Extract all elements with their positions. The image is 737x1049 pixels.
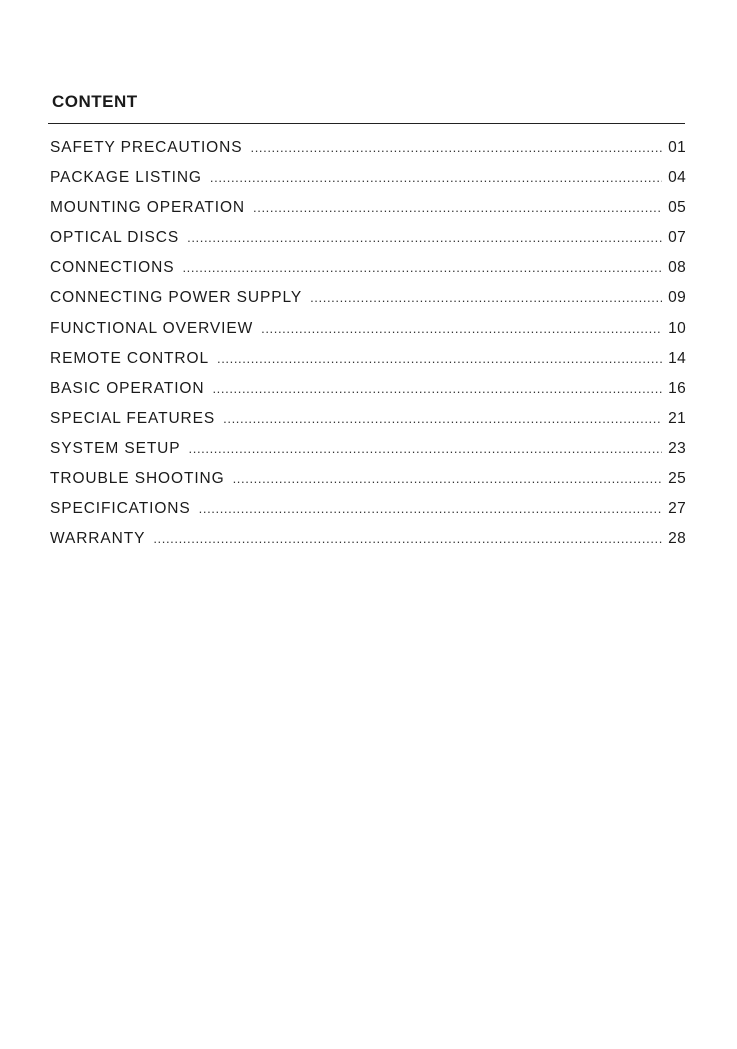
toc-entry[interactable]	[50, 380, 686, 410]
toc-entry[interactable]	[50, 169, 686, 199]
toc-entry[interactable]	[50, 320, 686, 350]
toc-entry[interactable]	[50, 139, 686, 169]
toc-entry[interactable]	[50, 259, 686, 289]
toc-entry-title: WARRANTY	[50, 530, 146, 548]
toc-dot-leader	[310, 290, 662, 305]
toc-entry-title: BASIC OPERATION	[50, 379, 205, 397]
toc-entry[interactable]	[50, 199, 686, 229]
toc-entry[interactable]	[50, 410, 686, 440]
toc-dot-leader	[182, 260, 662, 275]
toc-entry-title: REMOTE CONTROL	[50, 349, 209, 367]
toc-dot-leader	[253, 200, 662, 215]
toc-entry-title: FUNCTIONAL OVERVIEW	[50, 319, 254, 337]
toc-entry[interactable]	[50, 350, 686, 380]
toc-entry-title: SPECIFICATIONS	[50, 500, 191, 518]
toc-page-number: 25	[668, 470, 686, 488]
toc-entry[interactable]	[50, 289, 686, 319]
toc-entry[interactable]	[50, 530, 686, 560]
toc-dot-leader	[199, 501, 663, 516]
toc-entry-title: SYSTEM SETUP	[50, 439, 181, 457]
toc-page-number: 07	[668, 229, 686, 247]
toc-page-number: 27	[668, 500, 686, 518]
toc-entry-title: CONNECTIONS	[50, 259, 175, 277]
toc-dot-leader	[233, 471, 663, 486]
heading-divider	[48, 123, 685, 124]
toc-entry-title: PACKAGE LISTING	[50, 169, 202, 187]
toc-dot-leader	[153, 531, 662, 546]
toc-page-number: 23	[668, 439, 686, 457]
toc-entry[interactable]	[50, 470, 686, 500]
toc-dot-leader	[261, 321, 662, 336]
toc-page-number: 10	[668, 319, 686, 337]
toc-entry[interactable]	[50, 440, 686, 470]
toc-dot-leader	[223, 411, 662, 426]
toc-page-number: 21	[668, 409, 686, 427]
toc-entry-title: OPTICAL DISCS	[50, 229, 180, 247]
toc-dot-leader	[212, 381, 662, 396]
toc-entry-title: TROUBLE SHOOTING	[50, 470, 225, 488]
table-of-contents	[50, 139, 686, 560]
toc-dot-leader	[187, 230, 662, 245]
toc-entry-title: MOUNTING OPERATION	[50, 199, 246, 217]
toc-dot-leader	[250, 140, 662, 155]
toc-dot-leader	[217, 351, 662, 366]
toc-page-number: 05	[668, 199, 686, 217]
toc-page-number: 14	[668, 349, 686, 367]
toc-entry-title: CONNECTING POWER SUPPLY	[50, 289, 303, 307]
toc-entry[interactable]	[50, 229, 686, 259]
toc-page-number: 08	[668, 259, 686, 277]
toc-dot-leader	[210, 170, 662, 185]
toc-page-number: 09	[668, 289, 686, 307]
toc-page-number: 01	[668, 139, 686, 156]
toc-entry-title: SAFETY PRECAUTIONS	[50, 139, 243, 156]
toc-page-number: 28	[668, 530, 686, 548]
toc-entry[interactable]	[50, 500, 686, 530]
toc-page-number: 16	[668, 379, 686, 397]
page-title: CONTENT	[52, 92, 138, 111]
toc-dot-leader	[189, 441, 663, 456]
toc-entry-title: SPECIAL FEATURES	[50, 409, 216, 427]
toc-page-number: 04	[668, 169, 686, 187]
